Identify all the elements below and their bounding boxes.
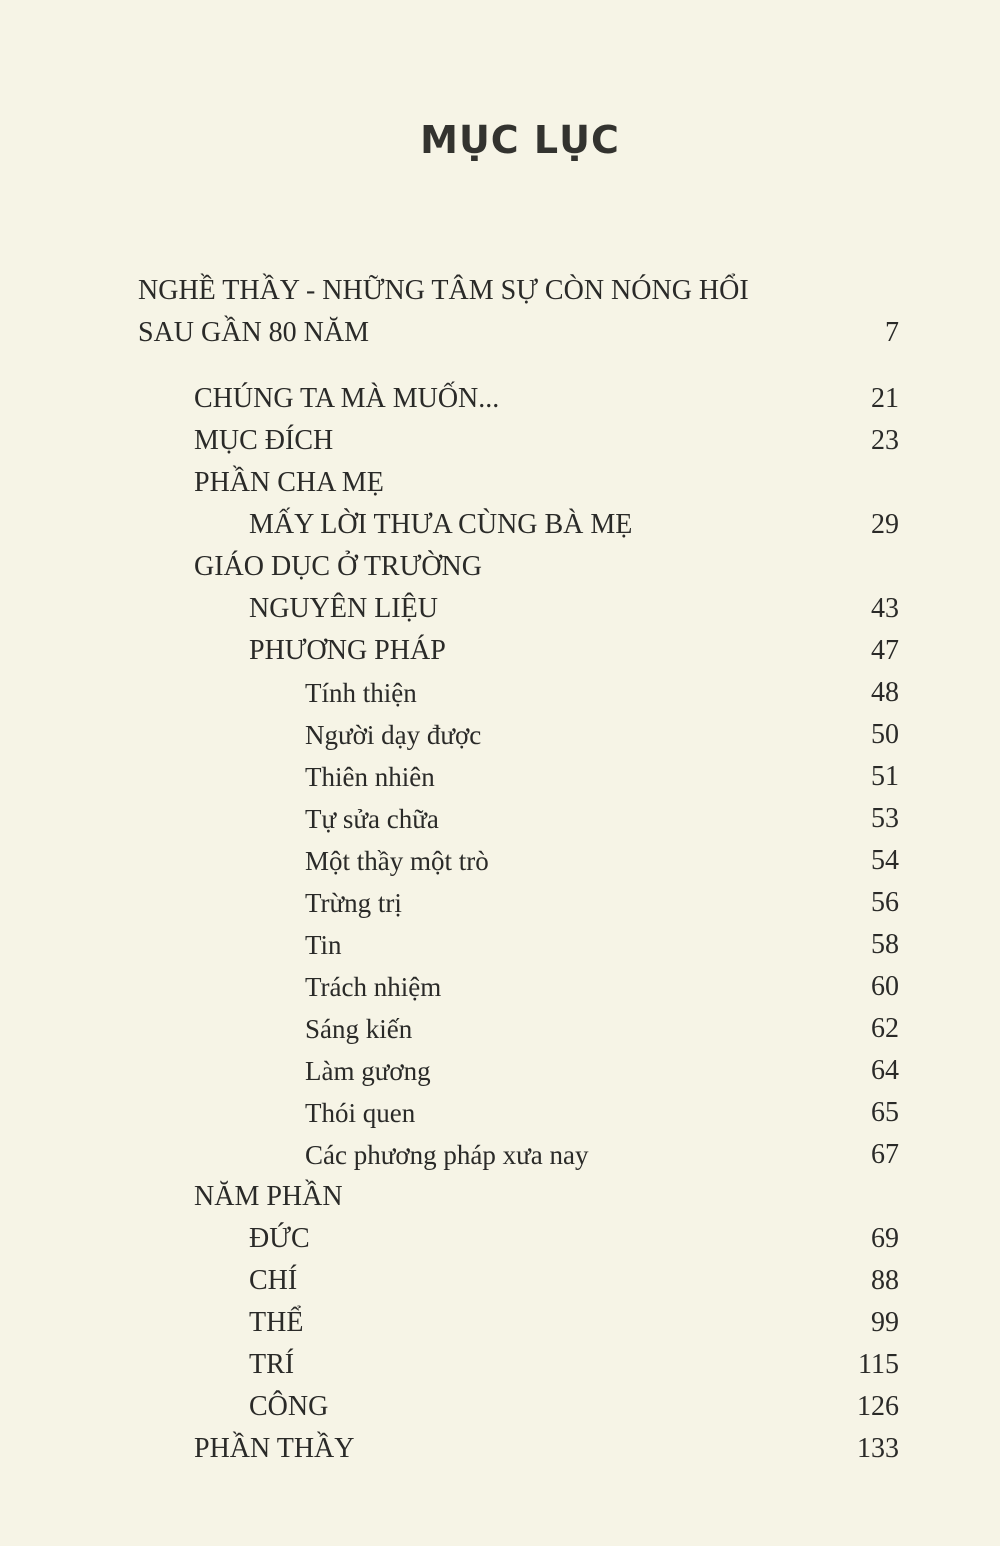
toc-entry-title: SAU GẦN 80 NĂM (138, 317, 370, 348)
toc-entry-title: MỤC ĐÍCH (194, 425, 334, 456)
toc-entry-page-number: 56 (871, 887, 899, 918)
toc-entry-page-number: 7 (885, 317, 899, 348)
toc-entry-page-number: 23 (871, 425, 899, 456)
toc-entry-title: Thói quen (305, 1098, 416, 1128)
toc-entry-title: Làm gương (305, 1056, 431, 1086)
toc-entry-title: NGHỀ THẦY - NHỮNG TÂM SỰ CÒN NÓNG HỔI (138, 275, 749, 306)
toc-entry-title: PHẦN CHA MẸ (194, 467, 384, 498)
toc-entry (0, 840, 1000, 882)
toc-entry-page-number: 51 (871, 761, 899, 792)
toc-entry (0, 462, 1000, 504)
toc-entry (0, 1050, 1000, 1092)
toc-entry (0, 1134, 1000, 1176)
toc-entry-title: Tin (305, 930, 342, 960)
toc-entry-page-number: 67 (871, 1139, 899, 1170)
toc-entry (0, 756, 1000, 798)
toc-entry-title: CHÚNG TA MÀ MUỐN... (194, 383, 500, 414)
toc-entry-title: Tự sửa chữa (305, 804, 439, 834)
toc-entry-title: THỂ (249, 1307, 304, 1338)
toc-entry-page-number: 133 (857, 1433, 899, 1464)
toc-entry-title: Một thầy một trò (305, 846, 489, 876)
toc-entry-page-number: 69 (871, 1223, 899, 1254)
toc-entry (0, 714, 1000, 756)
toc-entry-title: GIÁO DỤC Ở TRƯỜNG (194, 551, 482, 582)
toc-entry-title: Các phương pháp xưa nay (305, 1140, 589, 1170)
toc-entry-page-number: 47 (871, 635, 899, 666)
toc-entry (0, 270, 1000, 312)
toc-entry-page-number: 60 (871, 971, 899, 1002)
toc-entry (0, 420, 1000, 462)
toc-entry-page-number: 126 (857, 1391, 899, 1422)
toc-entry-page-number: 53 (871, 803, 899, 834)
toc-entry (0, 798, 1000, 840)
toc-entry-page-number: 65 (871, 1097, 899, 1128)
toc-entry-title: PHƯƠNG PHÁP (249, 635, 446, 666)
toc-entry-page-number: 58 (871, 929, 899, 960)
toc-entry-title: Trừng trị (305, 888, 402, 918)
page-title: MỤC LỤC (420, 118, 620, 162)
toc-entry-page-number: 54 (871, 845, 899, 876)
toc-entry (0, 504, 1000, 546)
toc-entry-page-number: 48 (871, 677, 899, 708)
toc-entry (0, 882, 1000, 924)
toc-entry (0, 378, 1000, 420)
toc-entry (0, 1260, 1000, 1302)
toc-entry (0, 1344, 1000, 1386)
toc-entry-page-number: 50 (871, 719, 899, 750)
toc-entry-page-number: 64 (871, 1055, 899, 1086)
toc-entry (0, 1008, 1000, 1050)
toc-entry (0, 1386, 1000, 1428)
toc-entry-page-number: 99 (871, 1307, 899, 1338)
toc-entry (0, 588, 1000, 630)
toc-entry (0, 312, 1000, 354)
toc-entry-title: Sáng kiến (305, 1014, 413, 1044)
toc-entry-title: Người dạy được (305, 720, 482, 750)
toc-entry-page-number: 88 (871, 1265, 899, 1296)
toc-entry-page-number: 115 (858, 1349, 899, 1380)
toc-entry-title: Tính thiện (305, 678, 417, 708)
toc-entry-title: MẤY LỜI THƯA CÙNG BÀ MẸ (249, 509, 633, 540)
toc-entry-title: CÔNG (249, 1391, 329, 1422)
toc-entry-title: Trách nhiệm (305, 972, 442, 1002)
toc-entry-title: Thiên nhiên (305, 762, 435, 792)
toc-entry (0, 672, 1000, 714)
toc-entry-title: NĂM PHẦN (194, 1181, 343, 1212)
toc-entry-page-number: 29 (871, 509, 899, 540)
toc-entry (0, 924, 1000, 966)
toc-entry-title: TRÍ (249, 1349, 295, 1380)
toc-entry-title: NGUYÊN LIỆU (249, 593, 438, 624)
toc-entry (0, 1428, 1000, 1470)
toc-entry (0, 546, 1000, 588)
toc-entry-title: ĐỨC (249, 1223, 310, 1254)
toc-entry-page-number: 43 (871, 593, 899, 624)
toc-entry (0, 1218, 1000, 1260)
toc-entry (0, 1092, 1000, 1134)
toc-entry-page-number: 62 (871, 1013, 899, 1044)
toc-entry-title: CHÍ (249, 1265, 298, 1296)
toc-entry (0, 630, 1000, 672)
toc-entry (0, 1302, 1000, 1344)
toc-entry (0, 1176, 1000, 1218)
toc-entry-page-number: 21 (871, 383, 899, 414)
toc-entry (0, 966, 1000, 1008)
toc-entry-title: PHẦN THẦY (194, 1433, 355, 1464)
